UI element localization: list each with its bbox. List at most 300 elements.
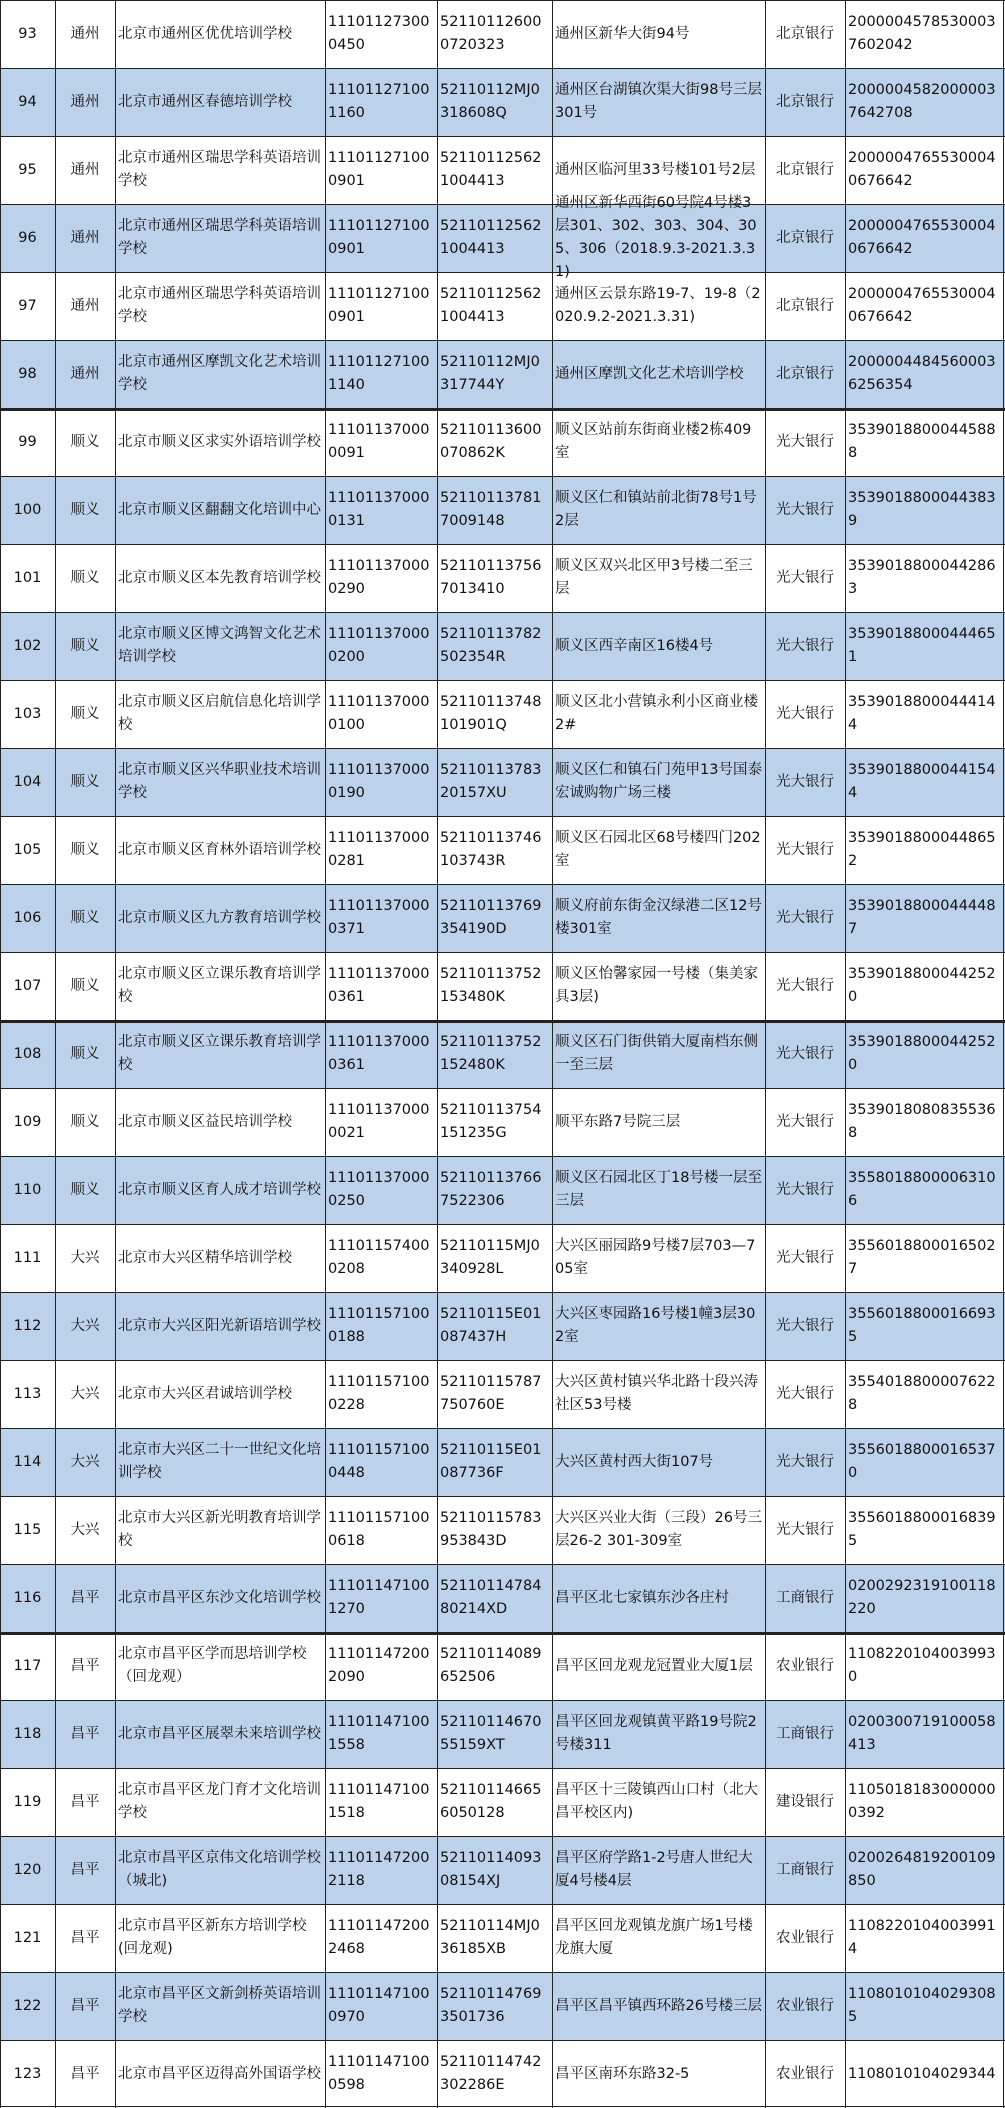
row-license-code-cell — [325, 1972, 437, 2040]
row-account: 0200300719100058413 — [848, 1714, 996, 1753]
column-divider — [845, 0, 846, 2108]
row-bank: 北京银行 — [776, 93, 834, 110]
row-school-name-cell — [115, 1700, 325, 1768]
table-row — [0, 1292, 1005, 1360]
row-license-code: 111011571000448 — [328, 1442, 430, 1481]
row-credit-code-cell — [437, 1156, 552, 1224]
row-address-cell — [552, 195, 765, 280]
row-divider — [0, 748, 1005, 749]
row-credit-code-cell — [437, 68, 552, 136]
row-address-cell — [552, 1088, 765, 1156]
row-account-cell — [845, 748, 1005, 816]
row-address-cell — [552, 816, 765, 884]
row-credit-code: 5211011378320157XU — [440, 762, 542, 801]
row-account: 1108010104029344 — [848, 2065, 996, 2082]
row-number-cell — [0, 272, 55, 340]
row-account-cell — [845, 1564, 1005, 1632]
row-district-cell — [55, 1088, 115, 1156]
row-district-cell — [55, 816, 115, 884]
row-district: 大兴 — [70, 1453, 100, 1470]
row-bank: 光大银行 — [776, 433, 834, 450]
row-bank: 光大银行 — [776, 841, 834, 858]
row-address-cell — [552, 1632, 765, 1700]
row-district: 顺义 — [70, 569, 100, 586]
row-bank-cell — [765, 1768, 845, 1836]
row-number: 111 — [13, 1249, 42, 1266]
row-address-cell — [552, 1768, 765, 1836]
row-bank-cell — [765, 1360, 845, 1428]
row-license-code-cell — [325, 1632, 437, 1700]
table-row — [0, 1564, 1005, 1632]
row-district: 顺义 — [70, 637, 100, 654]
row-divider — [0, 204, 1005, 205]
row-school-name-cell — [115, 1020, 325, 1088]
row-district-cell — [55, 68, 115, 136]
column-divider — [55, 0, 56, 2108]
row-credit-code-cell — [437, 1088, 552, 1156]
row-school-name: 北京市大兴区新光明教育培训学校 — [118, 1510, 321, 1549]
row-number: 117 — [13, 1657, 42, 1674]
row-bank: 光大银行 — [776, 569, 834, 586]
row-license-code-cell — [325, 1836, 437, 1904]
row-number-cell — [0, 1156, 55, 1224]
row-bank-cell — [765, 408, 845, 476]
row-license-code: 111011370000361 — [328, 1034, 430, 1073]
row-address: 顺义区石门街供销大厦南档东侧一至三层 — [555, 1034, 758, 1073]
row-account: 35390180808355368 — [848, 1102, 996, 1141]
row-number-cell — [0, 1768, 55, 1836]
row-school-name: 北京市通州区瑞思学科英语培训学校 — [118, 286, 321, 325]
row-bank-cell — [765, 272, 845, 340]
row-divider — [0, 680, 1005, 681]
row-bank-cell — [765, 680, 845, 748]
row-bank-cell — [765, 952, 845, 1020]
row-school-name-cell — [115, 476, 325, 544]
row-district-cell — [55, 1360, 115, 1428]
row-district: 顺义 — [70, 1181, 100, 1198]
row-district: 大兴 — [70, 1385, 100, 1402]
row-school-name: 北京市顺义区兴华职业技术培训学校 — [118, 762, 321, 801]
row-account-cell — [845, 0, 1005, 68]
row-bank: 光大银行 — [776, 1113, 834, 1130]
row-number: 110 — [13, 1181, 42, 1198]
row-number: 93 — [18, 25, 37, 42]
row-address-cell — [552, 1700, 765, 1768]
row-school-name-cell — [115, 1088, 325, 1156]
row-account-cell — [845, 1836, 1005, 1904]
row-bank: 北京银行 — [776, 161, 834, 178]
row-address-cell — [552, 748, 765, 816]
row-address: 大兴区兴业大街（三段）26号三层26-2 301-309室 — [555, 1510, 762, 1549]
row-credit-code: 52110115783953843D — [440, 1510, 542, 1549]
row-number-cell — [0, 1972, 55, 2040]
row-bank-cell — [765, 884, 845, 952]
row-number: 106 — [13, 909, 42, 926]
row-license-code: 111011370000200 — [328, 626, 430, 665]
row-license-code: 111011370000371 — [328, 898, 430, 937]
row-address-cell — [552, 340, 765, 408]
table-row — [0, 0, 1005, 68]
row-license-code: 111011571000228 — [328, 1374, 430, 1413]
row-address-cell — [552, 68, 765, 136]
row-bank-cell — [765, 136, 845, 204]
row-divider — [0, 340, 1005, 341]
row-number: 113 — [13, 1385, 42, 1402]
row-school-name-cell — [115, 1904, 325, 1972]
row-account: 35390188000444651 — [848, 626, 996, 665]
row-number-cell — [0, 340, 55, 408]
row-credit-code: 52110115787750760E — [440, 1374, 542, 1413]
table-row — [0, 1360, 1005, 1428]
row-bank-cell — [765, 1292, 845, 1360]
row-address-cell — [552, 1972, 765, 2040]
row-account-cell — [845, 1768, 1005, 1836]
row-school-name: 北京市昌平区东沙文化培训学校 — [118, 1589, 321, 1606]
row-bank-cell — [765, 1836, 845, 1904]
row-account: 35560188000168395 — [848, 1510, 996, 1549]
row-district: 大兴 — [70, 1521, 100, 1538]
row-credit-code: 521101137817009148 — [440, 490, 542, 529]
row-account: 35560188000165370 — [848, 1442, 996, 1481]
row-credit-code-cell — [437, 1564, 552, 1632]
row-district: 顺义 — [70, 433, 100, 450]
row-license-code-cell — [325, 816, 437, 884]
row-number-cell — [0, 136, 55, 204]
row-credit-code-cell — [437, 612, 552, 680]
row-district-cell — [55, 1904, 115, 1972]
row-bank: 工商银行 — [776, 1589, 834, 1606]
table-row — [0, 1700, 1005, 1768]
row-bank: 北京银行 — [776, 365, 834, 382]
row-address-cell — [552, 1292, 765, 1360]
row-credit-code-cell — [437, 952, 552, 1020]
row-license-code: 111011273000450 — [328, 14, 430, 53]
column-divider — [765, 0, 766, 2108]
row-number: 115 — [13, 1521, 42, 1538]
row-number: 121 — [13, 1929, 42, 1946]
row-divider — [0, 544, 1005, 545]
row-school-name: 北京市通州区优优培训学校 — [118, 25, 292, 42]
row-district-cell — [55, 1292, 115, 1360]
row-address: 大兴区黄村西大街107号 — [555, 1453, 714, 1470]
table-row — [0, 680, 1005, 748]
column-divider — [115, 0, 116, 2108]
row-license-code-cell — [325, 136, 437, 204]
row-school-name: 北京市通州区瑞思学科英语培训学校 — [118, 218, 321, 257]
row-credit-code: 521101137567013410 — [440, 558, 542, 597]
row-credit-code: 52110113600070862K — [440, 422, 542, 461]
row-school-name-cell — [115, 952, 325, 1020]
row-number: 100 — [13, 501, 42, 518]
row-district: 通州 — [70, 297, 100, 314]
row-school-name: 北京市顺义区启航信息化培训学校 — [118, 694, 321, 733]
row-school-name: 北京市顺义区求实外语培训学校 — [118, 433, 321, 450]
row-license-code-cell — [325, 1360, 437, 1428]
row-district-cell — [55, 544, 115, 612]
row-account-cell — [845, 1428, 1005, 1496]
row-address-cell — [552, 680, 765, 748]
row-license-code: 111011370000021 — [328, 1102, 430, 1141]
row-district: 昌平 — [70, 1657, 100, 1674]
row-school-name-cell — [115, 816, 325, 884]
row-address: 顺义区怡馨家园一号楼（集美家具3层) — [555, 966, 758, 1005]
row-district: 顺义 — [70, 909, 100, 926]
row-divider — [0, 1428, 1005, 1429]
row-school-name-cell — [115, 1360, 325, 1428]
row-license-code: 111011472002118 — [328, 1850, 430, 1889]
row-number: 104 — [13, 773, 42, 790]
row-number: 108 — [13, 1045, 42, 1062]
row-address-cell — [552, 408, 765, 476]
row-account: 35560188000165027 — [848, 1238, 996, 1277]
row-license-code: 111011571000618 — [328, 1510, 430, 1549]
row-license-code-cell — [325, 68, 437, 136]
row-license-code: 111011370000250 — [328, 1170, 430, 1209]
row-account: 35390188000444487 — [848, 898, 996, 937]
row-license-code-cell — [325, 1564, 437, 1632]
row-address-cell — [552, 1836, 765, 1904]
row-district-cell — [55, 1496, 115, 1564]
row-number-cell — [0, 1632, 55, 1700]
row-school-name-cell — [115, 544, 325, 612]
row-district-cell — [55, 1768, 115, 1836]
row-school-name: 北京市通州区春德培训学校 — [118, 93, 292, 110]
row-credit-code: 5211011409308154XJ — [440, 1850, 542, 1889]
row-bank-cell — [765, 1564, 845, 1632]
row-account-cell — [845, 1224, 1005, 1292]
row-number-cell — [0, 1088, 55, 1156]
row-school-name: 北京市大兴区二十一世纪文化培训学校 — [118, 1442, 321, 1481]
row-account-cell — [845, 340, 1005, 408]
table-row — [0, 1020, 1005, 1088]
row-credit-code-cell — [437, 1020, 552, 1088]
table-row — [0, 408, 1005, 476]
row-license-code-cell — [325, 1020, 437, 1088]
row-divider — [0, 952, 1005, 953]
row-bank: 光大银行 — [776, 501, 834, 518]
row-school-name: 北京市昌平区学而思培训学校（回龙观） — [118, 1646, 307, 1685]
row-license-code-cell — [325, 272, 437, 340]
row-bank-cell — [765, 68, 845, 136]
row-account: 35390188000448652 — [848, 830, 996, 869]
row-district-cell — [55, 1224, 115, 1292]
row-credit-code-cell — [437, 1768, 552, 1836]
table-row — [0, 544, 1005, 612]
row-account: 35580188000063106 — [848, 1170, 996, 1209]
row-district: 通州 — [70, 93, 100, 110]
row-school-name-cell — [115, 340, 325, 408]
row-account-cell — [845, 1904, 1005, 1972]
column-divider — [325, 0, 326, 2108]
table-row — [0, 476, 1005, 544]
row-district-cell — [55, 204, 115, 272]
row-credit-code-cell — [437, 0, 552, 68]
row-account: 35560188000166935 — [848, 1306, 996, 1345]
row-credit-code-cell — [437, 748, 552, 816]
row-school-name: 北京市通州区瑞思学科英语培训学校 — [118, 150, 321, 189]
row-bank: 农业银行 — [776, 1657, 834, 1674]
row-account: 20000047655300040676642 — [848, 150, 996, 189]
row-license-code: 111011370000281 — [328, 830, 430, 869]
row-license-code: 111011271001140 — [328, 354, 430, 393]
row-account-cell — [845, 612, 1005, 680]
row-bank-cell — [765, 1904, 845, 1972]
row-district-cell — [55, 1700, 115, 1768]
row-bank-cell — [765, 1700, 845, 1768]
row-school-name-cell — [115, 408, 325, 476]
row-number-cell — [0, 0, 55, 68]
table-row — [0, 952, 1005, 1020]
row-license-code: 111011271000901 — [328, 150, 430, 189]
row-address-cell — [552, 1564, 765, 1632]
row-number: 99 — [18, 433, 37, 450]
row-address-cell — [552, 1360, 765, 1428]
row-address-cell — [552, 1428, 765, 1496]
row-address: 昌平区南环东路32-5 — [555, 2065, 690, 2082]
row-number-cell — [0, 476, 55, 544]
row-credit-code-cell — [437, 1224, 552, 1292]
row-license-code-cell — [325, 884, 437, 952]
row-account: 20000045785300037602042 — [848, 14, 996, 53]
row-credit-code-cell — [437, 1632, 552, 1700]
table-row — [0, 1156, 1005, 1224]
row-school-name: 北京市大兴区精华培训学校 — [118, 1249, 292, 1266]
row-school-name-cell — [115, 2040, 325, 2108]
row-account-cell — [845, 952, 1005, 1020]
row-district-cell — [55, 748, 115, 816]
row-divider — [0, 1972, 1005, 1973]
row-bank: 光大银行 — [776, 1453, 834, 1470]
row-credit-code-cell — [437, 340, 552, 408]
row-address: 通州区新华西街60号院4号楼3层301、302、303、304、305、306（2018.9.3-2021.3.31) — [555, 195, 757, 280]
row-divider — [0, 1496, 1005, 1497]
row-address: 顺义区石园北区68号楼四门202室 — [555, 830, 761, 869]
row-bank: 光大银行 — [776, 1181, 834, 1198]
row-school-name-cell — [115, 1224, 325, 1292]
row-district-cell — [55, 0, 115, 68]
row-credit-code-cell — [437, 1292, 552, 1360]
row-bank-cell — [765, 612, 845, 680]
row-district: 通州 — [70, 25, 100, 42]
row-address-cell — [552, 884, 765, 952]
row-school-name: 北京市昌平区京伟文化培训学校（城北) — [118, 1850, 321, 1889]
row-number-cell — [0, 1292, 55, 1360]
row-address: 昌平区昌平镇西环路26号楼三层 — [555, 1997, 762, 2014]
row-credit-code-cell — [437, 408, 552, 476]
row-bank: 工商银行 — [776, 1725, 834, 1742]
table-row — [0, 1768, 1005, 1836]
row-district: 昌平 — [70, 1861, 100, 1878]
row-district: 顺义 — [70, 773, 100, 790]
column-divider — [1003, 0, 1004, 2108]
row-license-code-cell — [325, 544, 437, 612]
row-school-name-cell — [115, 136, 325, 204]
row-account-cell — [845, 1156, 1005, 1224]
row-bank-cell — [765, 1156, 845, 1224]
row-number-cell — [0, 1700, 55, 1768]
row-address: 大兴区黄村镇兴华北路十段兴涛社区53号楼 — [555, 1374, 758, 1413]
row-account: 35390188000442863 — [848, 558, 996, 597]
row-district: 顺义 — [70, 1113, 100, 1130]
row-bank: 光大银行 — [776, 1045, 834, 1062]
row-credit-code-cell — [437, 204, 552, 272]
row-address: 顺义区北小营镇永利小区商业楼2# — [555, 694, 758, 733]
row-bank-cell — [765, 1020, 845, 1088]
row-address: 顺义区站前东街商业楼2栋409室 — [555, 422, 752, 461]
row-divider — [0, 1088, 1005, 1089]
row-credit-code-cell — [437, 2040, 552, 2108]
row-license-code: 111011471001518 — [328, 1782, 430, 1821]
row-license-code-cell — [325, 1496, 437, 1564]
row-bank-cell — [765, 1428, 845, 1496]
row-number-cell — [0, 1020, 55, 1088]
row-district-cell — [55, 1632, 115, 1700]
row-school-name: 北京市顺义区翻翻文化培训中心 — [118, 501, 321, 518]
row-number: 122 — [13, 1997, 42, 2014]
row-number-cell — [0, 1904, 55, 1972]
row-school-name-cell — [115, 1156, 325, 1224]
row-district: 通州 — [70, 229, 100, 246]
row-bank: 建设银行 — [776, 1793, 834, 1810]
row-credit-code: 52110113746103743R — [440, 830, 542, 869]
row-credit-code: 52110112MJ0318608Q — [440, 82, 540, 121]
table-row — [0, 1904, 1005, 1972]
row-school-name: 北京市大兴区君诚培训学校 — [118, 1385, 292, 1402]
row-address: 昌平区十三陵镇西山口村（北大昌平校区内) — [555, 1782, 758, 1821]
row-license-code: 111011574000208 — [328, 1238, 430, 1277]
row-district-cell — [55, 2040, 115, 2108]
row-account: 11050181830000000392 — [848, 1782, 996, 1821]
row-number: 96 — [18, 229, 37, 246]
row-number-cell — [0, 68, 55, 136]
row-number-cell — [0, 952, 55, 1020]
row-number: 112 — [13, 1317, 42, 1334]
row-address-cell — [552, 1224, 765, 1292]
row-credit-code-cell — [437, 544, 552, 612]
row-account-cell — [845, 1496, 1005, 1564]
row-account-cell — [845, 1360, 1005, 1428]
row-account: 11082201040039914 — [848, 1918, 996, 1957]
row-number-cell — [0, 1224, 55, 1292]
row-account: 0200292319100118220 — [848, 1578, 996, 1617]
row-license-code-cell — [325, 1428, 437, 1496]
row-number: 102 — [13, 637, 42, 654]
row-bank-cell — [765, 1088, 845, 1156]
row-district: 昌平 — [70, 1997, 100, 2014]
row-credit-code-cell — [437, 680, 552, 748]
row-district-cell — [55, 1564, 115, 1632]
row-divider — [0, 1224, 1005, 1225]
row-account-cell — [845, 1020, 1005, 1088]
row-school-name: 北京市昌平区龙门育才文化培训学校 — [118, 1782, 321, 1821]
row-school-name: 北京市顺义区益民培训学校 — [118, 1113, 292, 1130]
row-license-code-cell — [325, 1292, 437, 1360]
row-credit-code-cell — [437, 1360, 552, 1428]
row-account: 11080101040293085 — [848, 1986, 996, 2025]
row-license-code: 111011471000970 — [328, 1986, 430, 2025]
table-row — [0, 2040, 1005, 2108]
row-district-cell — [55, 680, 115, 748]
row-district: 通州 — [70, 365, 100, 382]
row-school-name: 北京市顺义区育林外语培训学校 — [118, 841, 321, 858]
row-license-code: 111011370000131 — [328, 490, 430, 529]
row-school-name-cell — [115, 612, 325, 680]
row-district: 昌平 — [70, 1793, 100, 1810]
row-divider — [0, 68, 1005, 69]
row-district-cell — [55, 136, 115, 204]
row-account: 35390188000443839 — [848, 490, 996, 529]
row-license-code-cell — [325, 1088, 437, 1156]
